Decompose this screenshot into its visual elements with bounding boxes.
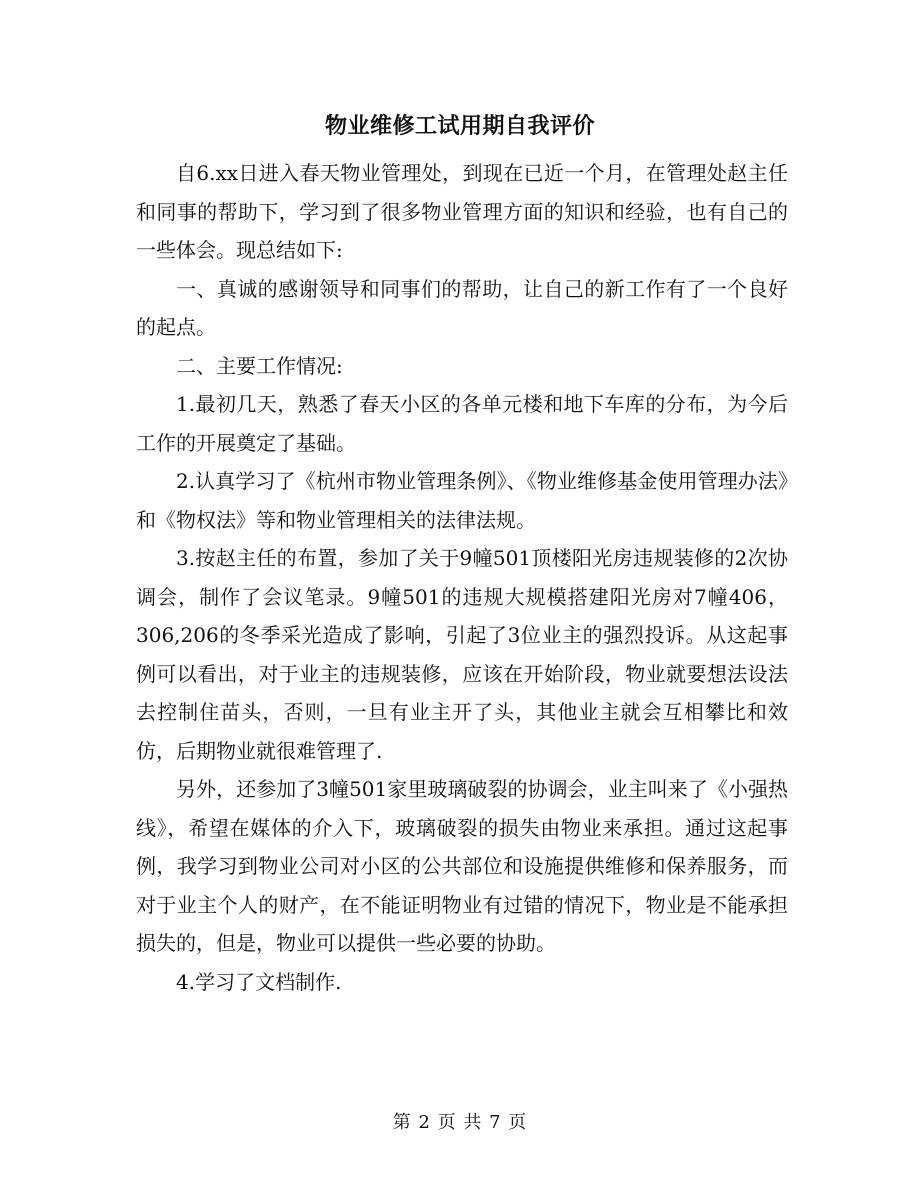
page-footer: 第 2 页 共 7 页 xyxy=(392,1112,528,1133)
paragraph-thanks: 一、真诚的感谢领导和同事们的帮助，让自己的新工作有了一个良好的起点。 xyxy=(136,276,788,339)
document-body xyxy=(136,154,788,1001)
paragraph-item-4: 4.学习了文档制作. xyxy=(176,969,342,994)
paragraph-additional: 另外，还参加了3幢501家里玻璃破裂的协调会，业主叫来了《小强热线》，希望在媒体的介入下，玻璃破裂的损失由物业来承担。通过这起事例，我学习到物业公司对小区的公共部位和设施提供维修和保养服务，而对于业主个人的财产，在不能证明物业有过错的情况下，物业是不能承担损失的，但是，物业可以提供一些必要的协助。 xyxy=(136,777,788,955)
paragraph-intro: 自6.xx日进入春天物业管理处，到现在已近一个月，在管理处赵主任和同事的帮助下，学习到了很多物业管理方面的知识和经验，也有自己的一些体会。现总结如下: xyxy=(136,161,788,262)
paragraph-item-3: 3.按赵主任的布置，参加了关于9幢501顶楼阳光房违规装修的2次协调会，制作了会议笔录。9幢501的违规大规模搭建阳光房对7幢406，306,206的冬季采光造成了影响，引起了3位业主的强烈投诉。从这起事例可以看出，对于业主的违规装修，应该在开始阶段，物业就要想法设法去控制住苗头，否则，一旦有业主开了头，其他业主就会互相攀比和效仿，后期物业就很难管理了. xyxy=(136,546,788,763)
paragraph-item-1: 1.最初几天，熟悉了春天小区的各单元楼和地下车库的分布，为今后工作的开展奠定了基础。 xyxy=(136,392,788,455)
document-title: 物业维修工试用期自我评价 xyxy=(324,113,595,139)
paragraph-item-2: 2.认真学习了《杭州市物业管理条例》、《物业维修基金使用管理办法》和《物权法》等和物业管理相关的法律法规。 xyxy=(136,469,788,532)
paragraph-heading-work: 二、主要工作情况: xyxy=(176,353,343,378)
